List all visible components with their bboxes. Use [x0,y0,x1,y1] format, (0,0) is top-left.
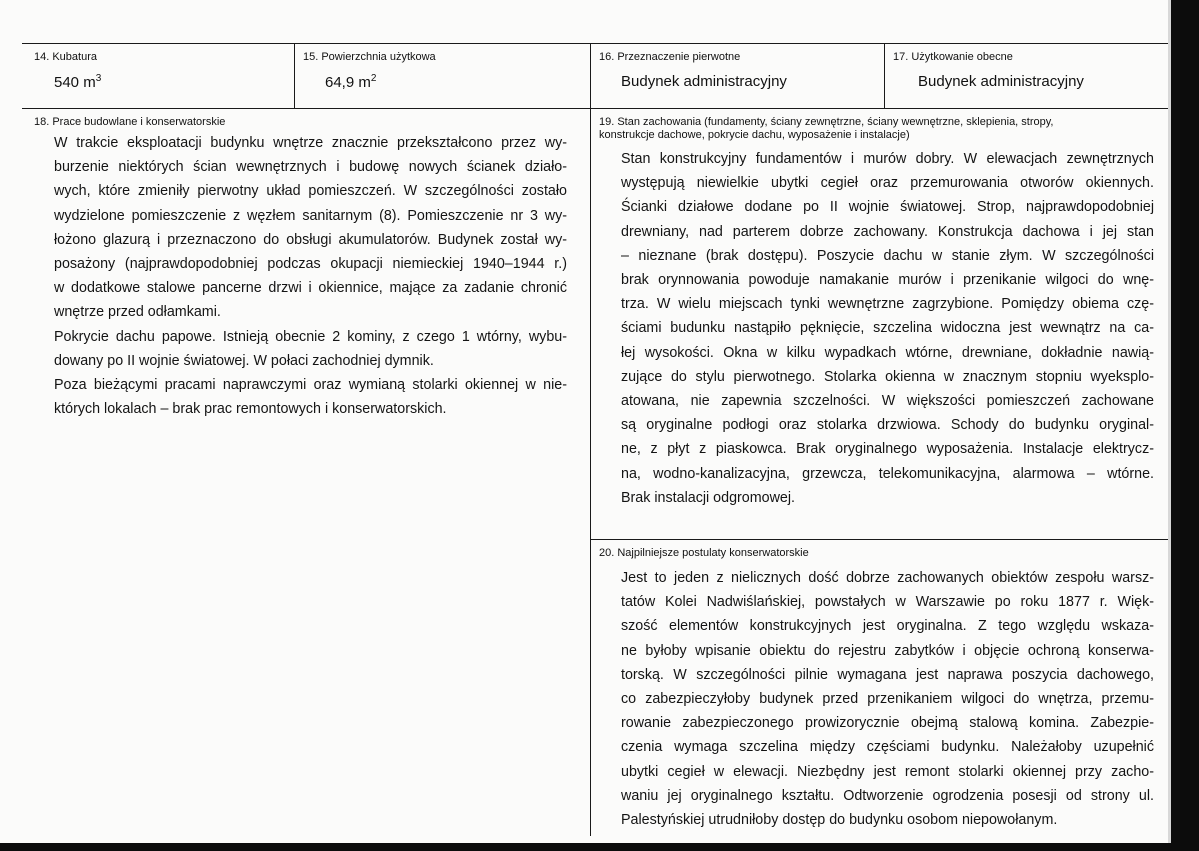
text-line: Brak instalacji odgromowej. [621,489,796,506]
text-line: są oryginalne podłogi oraz stolarka drzwiowa. Schody do budynku oryginal- [621,417,1154,434]
text-line: co zabezpieczyłoby budynek przed przenikaniem wilgoci do wnętrza, przemu- [621,691,1154,708]
field-value-kubatura: 540 $m^3$ [54,73,102,91]
text-line: trza. W wielu miejscach tynki wewnętrzne zagrzybione. Pomiędzy obiema czę- [621,296,1154,313]
section-label-stan: 19. Stan zachowania (fundamenty, ściany zewnętrzne, ściany wewnętrzne, sklepienia, stropy, konstrukcje dachowe, pokrycie dachu, wyposażenie i instalacje) [599,116,1054,141]
text-line: drewniany, nad parterem dobrze zachowany. Konstrukcja dachowa i jej stan [621,223,1154,240]
text-line: zujące do stylu pierwotnego. Stolarka okienna w znacznym stopniu wyeksplo- [621,368,1154,385]
text-line: ne, z płyt z piaskowca. Brak oryginalnego wyposażenia. Instalacje elektrycz- [621,441,1154,458]
column-divider [884,44,885,108]
text-line: dowany po II wojnie światowej. W połaci zachodniej dymnik. [54,352,434,369]
text-line: wych, które zmieniły pierwotny układ pomieszczeń. W szczególności zostało [54,183,567,200]
text-line: łej wysokości. Okna w kilku wypadkach wtórne, drewniane, dokładnie nawią- [621,344,1154,361]
text-line: burzenie niektórych ścian wewnętrznych i budowę nowych ścianek działo- [54,159,567,176]
field-label-przeznaczenie: 16. Przeznaczenie pierwotne [599,51,741,63]
text-line: brak orynnowania powoduje namakanie murów i przenikanie wilgoci do wnę- [621,272,1154,289]
text-line: występują niewielkie ubytki cegieł oraz przemurowania otworów okiennych. [621,175,1154,192]
text-line: ściami budunku nastąpiło pęknięcie, szczelina widoczna jest wewnątrz na ca- [621,320,1154,337]
text-line: rowanie zabezpieczonego prowizorycznie obejmą stalową komina. Zabezpie- [621,715,1154,732]
text-line: łożono glazurą i przeznaczono do obsługi akumulatorów. Budynek został wy- [54,231,567,248]
field-value-uzytkowanie: Budynek administracyjny [918,73,1084,90]
section-text-stan [621,147,1154,510]
text-line: na, wodno-kanalizacyjna, grzewcza, telekomunikacyjna, alarmowa – wtórne. [621,465,1154,482]
column-divider [590,44,591,836]
text-line: szość elementów konstrukcyjnych jest oryginalna. Z tego względu wskaza- [621,618,1154,635]
text-line: Ścianki działowe dodane po II wojnie światowej. Strop, najprawdopodobniej [621,199,1154,216]
section-text-prace [54,131,567,421]
text-line: Stan konstrukcyjny fundamentów i murów dobry. W elewacjach zewnętrznych [621,151,1154,167]
text-line: torską. W szczególności pilnie wymagana jest naprawa poszycia dachowego, [621,666,1154,683]
text-line: Pokrycie dachu papowe. Istnieją obecnie 2 kominy, z czego 1 wtórny, wybu- [54,328,567,345]
text-line: waniu jej oryginalnego kształtu. Odtworzenie ogrodzenia posesji od strony ul. [621,787,1154,804]
field-label-uzytkowanie: 17. Użytkowanie obecne [893,51,1013,63]
field-value-powierzchnia: 64,9 $m^2$ [325,73,377,91]
text-line: wydzielone pomieszczenie z węzłem sanitarnym (8). Pomieszczenie nr 3 wy- [54,207,567,224]
text-line: których lokalach – brak prac remontowych i konserwatorskich. [54,401,447,418]
text-line: ubytki cegieł w elewacji. Niezbędny jest remont stolarki okiennej przy zacho- [621,763,1154,780]
section-text-postulaty [621,566,1154,832]
field-label-kubatura: 14. Kubatura [34,51,97,63]
text-line: tatów Kolei Nadwiślańskiej, powstałych w Warszawie po roku 1877 r. Więk- [621,594,1154,611]
column-divider [294,44,295,108]
text-line: w dodatkowe stalowe pancerne drzwi i okiennice, mające za zadanie chronić [54,280,567,297]
text-line: ne byłoby wpisanie obiektu do rejestru zabytków i objęcie ochroną konserwa- [621,642,1154,659]
text-line: Palestyńskiej utrudniłoby dostęp do budynku osobom niepowołanym. [621,812,1058,829]
text-line: posażony (najprawdopodobniej podczas okupacji niemieckiej 1940–1944 r.) [54,256,567,273]
text-line: – nieznane (brak dostępu). Poszycie dachu w stanie złym. W szczególności [621,247,1154,264]
section-divider [590,539,1168,540]
field-value-przeznaczenie: Budynek administracyjny [621,73,787,90]
text-line: czenia wymaga szczelina między częściami budynku. Należałoby uzupełnić [621,739,1154,756]
table-top-border [22,43,1168,44]
text-line: Poza bieżącymi pracami naprawczymi oraz wymianą stolarki okiennej w nie- [54,377,567,394]
text-line: Jest to jeden z nielicznych dość dobrze zachowanych obiektów zespołu warsz- [621,570,1154,586]
text-line: wnętrze przed odłamkami. [54,304,221,321]
section-label-postulaty: 20. Najpilniejsze postulaty konserwatorskie [599,547,809,559]
text-line: atowana, nie zapewnia szczelności. W większości pomieszczeń zachowane [621,393,1154,410]
row-divider [22,108,1168,109]
section-label-prace: 18. Prace budowlane i konserwatorskie [34,116,226,128]
field-label-powierzchnia: 15. Powierzchnia użytkowa [303,51,436,63]
text-line: W trakcie eksploatacji budynku wnętrze znacznie przekształcono przez wy- [54,135,567,151]
